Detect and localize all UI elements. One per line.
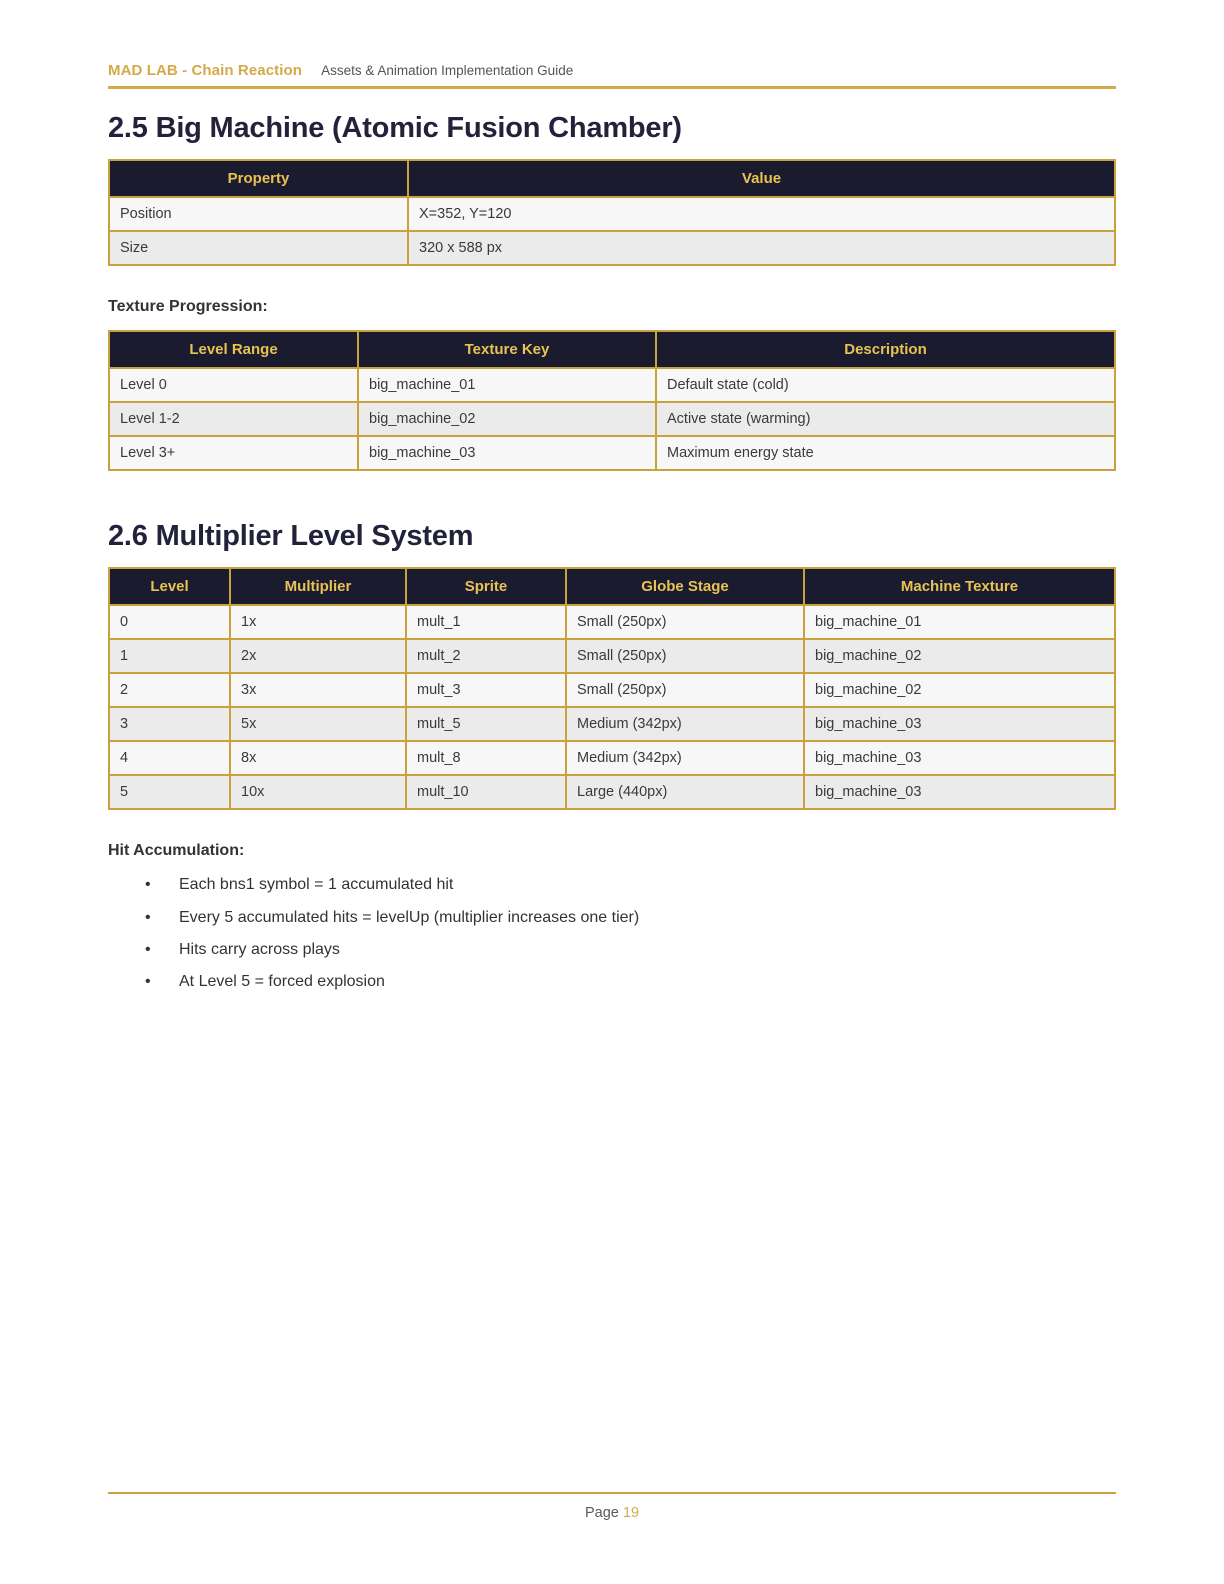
cell-machine-texture: big_machine_03 [804,741,1115,775]
table-row [109,639,1115,673]
table-row [109,197,1115,231]
texture-progression-label: Texture Progression: [108,298,268,316]
cell-sprite: mult_1 [406,605,566,639]
cell-sprite: mult_3 [406,673,566,707]
list-item [108,907,1116,928]
cell-sprite: mult_10 [406,775,566,809]
table-header-row [109,568,1115,605]
footer-page-label: Page [584,1505,619,1521]
column-header-multiplier: Multiplier [230,568,406,605]
cell-texture-key: big_machine_01 [358,368,656,402]
bullet-icon: • [145,972,151,990]
cell-machine-texture: big_machine_01 [804,605,1115,639]
big-machine-properties-table [108,159,1116,266]
cell-property: Size [109,231,408,265]
cell-globe-stage: Small (250px) [566,639,804,673]
cell-level-range: Level 1-2 [109,402,358,436]
bullet-icon: • [145,908,151,926]
table-row [109,231,1115,265]
table-header-row [109,331,1115,368]
column-header-property: Property [109,160,408,197]
cell-globe-stage: Medium (342px) [566,707,804,741]
cell-sprite: mult_5 [406,707,566,741]
cell-level: 4 [109,741,230,775]
cell-sprite: mult_2 [406,639,566,673]
running-header [108,0,1116,89]
cell-machine-texture: big_machine_03 [804,775,1115,809]
list-item-label: Each bns1 symbol = 1 accumulated hit [179,876,454,894]
table-row [109,402,1115,436]
cell-multiplier: 2x [230,639,406,673]
cell-machine-texture: big_machine_03 [804,707,1115,741]
page-footer [108,1492,1116,1522]
cell-value: X=352, Y=120 [408,197,1115,231]
cell-description: Maximum energy state [656,436,1115,470]
column-header-level: Level [109,568,230,605]
table-row [109,741,1115,775]
cell-machine-texture: big_machine_02 [804,639,1115,673]
table-row [109,436,1115,470]
cell-description: Default state (cold) [656,368,1115,402]
cell-level-range: Level 3+ [109,436,358,470]
column-header-globe-stage: Globe Stage [566,568,804,605]
table-row [109,775,1115,809]
multiplier-level-table [108,567,1116,810]
cell-texture-key: big_machine_03 [358,436,656,470]
cell-multiplier: 3x [230,673,406,707]
table-row [109,368,1115,402]
bullet-icon: • [145,940,151,958]
cell-multiplier: 10x [230,775,406,809]
section-title-multiplier: 2.6 Multiplier Level System [108,520,474,553]
hit-accumulation-label: Hit Accumulation: [108,842,245,860]
list-item-label: Every 5 accumulated hits = levelUp (multiplier increases one tier) [179,908,640,926]
header-brand: MAD LAB - Chain Reaction [108,62,303,79]
list-item [108,971,1116,992]
column-header-level-range: Level Range [109,331,358,368]
column-header-machine-texture: Machine Texture [804,568,1115,605]
list-item-label: At Level 5 = forced explosion [179,972,385,990]
header-subtitle: Assets & Animation Implementation Guide [321,63,574,78]
hit-accumulation-list [108,874,1116,991]
cell-machine-texture: big_machine_02 [804,673,1115,707]
cell-sprite: mult_8 [406,741,566,775]
cell-multiplier: 8x [230,741,406,775]
cell-texture-key: big_machine_02 [358,402,656,436]
list-item-label: Hits carry across plays [179,940,340,958]
bullet-icon: • [145,876,151,894]
footer-page-number: 19 [622,1505,640,1521]
cell-globe-stage: Medium (342px) [566,741,804,775]
texture-progression-table [108,330,1116,471]
cell-property: Position [109,197,408,231]
cell-multiplier: 5x [230,707,406,741]
cell-globe-stage: Small (250px) [566,605,804,639]
column-header-texture-key: Texture Key [358,331,656,368]
list-item [108,874,1116,895]
table-row [109,673,1115,707]
cell-globe-stage: Small (250px) [566,673,804,707]
cell-value: 320 x 588 px [408,231,1115,265]
cell-description: Active state (warming) [656,402,1115,436]
cell-level: 1 [109,639,230,673]
table-row [109,605,1115,639]
cell-level: 0 [109,605,230,639]
cell-level: 5 [109,775,230,809]
list-item [108,939,1116,960]
column-header-description: Description [656,331,1115,368]
column-header-value: Value [408,160,1115,197]
cell-level: 2 [109,673,230,707]
cell-globe-stage: Large (440px) [566,775,804,809]
column-header-sprite: Sprite [406,568,566,605]
cell-multiplier: 1x [230,605,406,639]
cell-level-range: Level 0 [109,368,358,402]
table-header-row [109,160,1115,197]
table-row [109,707,1115,741]
cell-level: 3 [109,707,230,741]
section-title-big-machine: 2.5 Big Machine (Atomic Fusion Chamber) [108,112,682,144]
